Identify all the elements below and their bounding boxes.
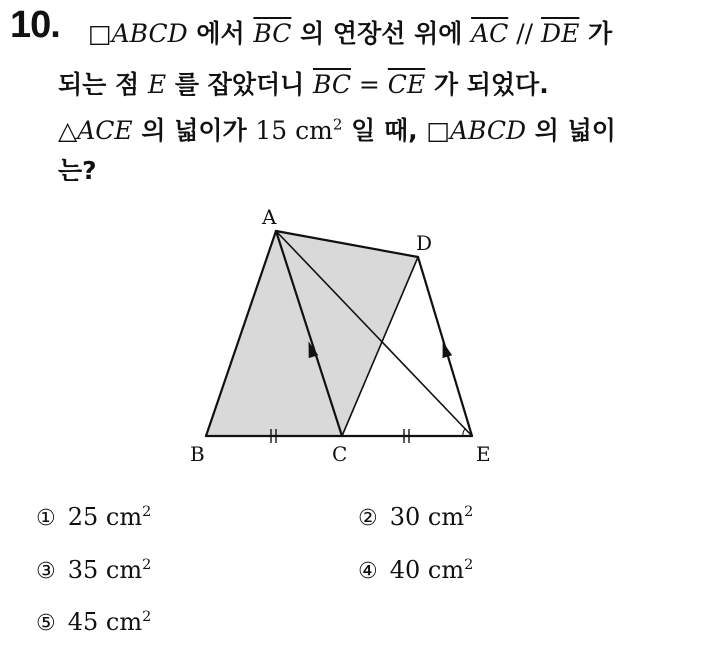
problem-line-4: 는? <box>58 156 97 185</box>
option-exponent: 2 <box>142 557 152 573</box>
answer-option-1[interactable] <box>36 503 151 531</box>
option-value: 35 <box>67 556 99 584</box>
text: 되는 점 <box>58 70 148 99</box>
text: 의 넓이 <box>526 116 616 145</box>
segment-bc: $\overline{BC}$ <box>312 70 351 99</box>
triangle-ace: ACE <box>77 116 133 145</box>
option-value: 30 <box>389 503 421 531</box>
text: 가 <box>579 19 613 48</box>
option-mark: ④ <box>358 559 378 584</box>
segment-bc: $\overline{BC}$ <box>253 19 292 48</box>
option-value: 40 <box>389 556 421 584</box>
text: 를 잡았더니 <box>166 70 313 99</box>
answer-option-2[interactable] <box>358 503 473 531</box>
option-unit: cm <box>98 503 143 531</box>
segment-de: $\overline{DE}$ <box>541 19 580 48</box>
parallel-arrow-de <box>438 340 452 358</box>
option-mark: ② <box>358 506 378 531</box>
option-unit: cm <box>420 556 465 584</box>
area-unit: cm <box>287 116 333 145</box>
option-value: 45 <box>67 608 99 636</box>
label-a: A <box>262 205 277 229</box>
text: 에서 <box>187 19 254 48</box>
problem-line-2 <box>58 65 549 101</box>
label-d: D <box>416 231 433 255</box>
answer-option-4[interactable] <box>358 556 473 584</box>
text: 일 때, <box>342 116 427 145</box>
problem-line-1 <box>88 14 612 50</box>
problem-line-3 <box>58 111 616 147</box>
option-exponent: 2 <box>142 609 152 625</box>
label-b: B <box>190 442 205 466</box>
label-e: E <box>476 442 491 466</box>
option-exponent: 2 <box>464 504 474 520</box>
quad-abcd: ABCD <box>449 116 527 145</box>
label-c: C <box>332 442 348 466</box>
option-mark: ① <box>36 506 56 531</box>
quad-abcd: ABCD <box>111 19 188 48</box>
equals-symbol: = <box>350 70 388 99</box>
square-symbol: □ <box>88 19 112 48</box>
option-unit: cm <box>98 608 143 636</box>
problem-number: 10. <box>10 4 60 46</box>
text: 의 연장선 위에 <box>291 19 472 48</box>
segment-ac: $\overline{AC}$ <box>471 19 509 48</box>
option-mark: ③ <box>36 559 56 584</box>
geometry-figure <box>180 200 520 470</box>
text: 가 되었다. <box>425 70 549 99</box>
option-unit: cm <box>420 503 465 531</box>
parallel-symbol: // <box>508 19 542 48</box>
point-e: E <box>147 70 167 99</box>
option-value: 25 <box>67 503 99 531</box>
answer-option-5[interactable] <box>36 608 151 636</box>
area-value: 15 <box>255 116 288 145</box>
option-unit: cm <box>98 556 143 584</box>
triangle-symbol: △ <box>58 116 78 145</box>
answer-option-3[interactable] <box>36 556 151 584</box>
option-mark: ⑤ <box>36 611 56 636</box>
segment-ce: $\overline{CE}$ <box>387 70 426 99</box>
option-exponent: 2 <box>464 557 474 573</box>
area-exponent: 2 <box>332 115 343 134</box>
option-exponent: 2 <box>142 504 152 520</box>
square-symbol: □ <box>426 116 450 145</box>
text: 의 넓이가 <box>132 116 256 145</box>
